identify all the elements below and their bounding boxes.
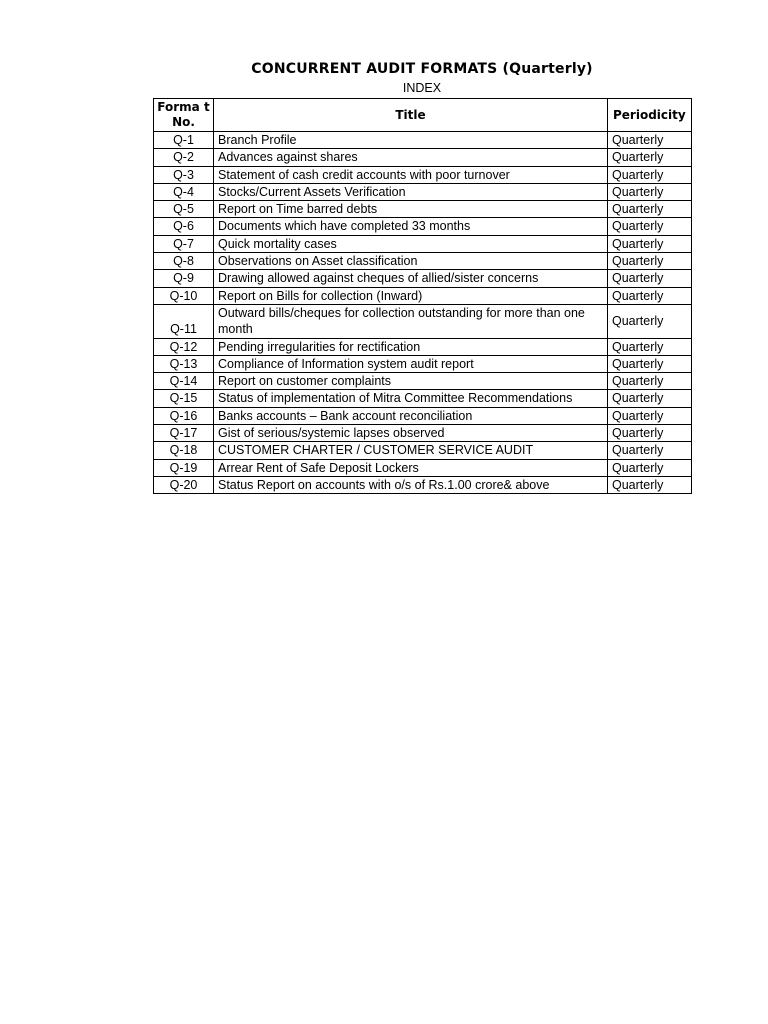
periodicity-cell: Quarterly [608,373,692,390]
periodicity-cell: Quarterly [608,407,692,424]
title-cell: Arrear Rent of Safe Deposit Lockers [214,459,608,476]
table-row [154,183,692,200]
periodicity-cell: Quarterly [608,132,692,149]
format-no-cell: Q-4 [154,183,214,200]
title-cell: Gist of serious/systemic lapses observed [214,425,608,442]
table-row [154,390,692,407]
periodicity-cell: Quarterly [608,270,692,287]
format-no-cell: Q-14 [154,373,214,390]
page-title: CONCURRENT AUDIT FORMATS (Quarterly) [251,61,593,77]
format-no-cell: Q-9 [154,270,214,287]
table-row [154,304,692,338]
periodicity-cell: Quarterly [608,476,692,493]
periodicity-cell: Quarterly [608,338,692,355]
title-cell: Status of implementation of Mitra Committee Recommendations [214,390,608,407]
title-cell: Documents which have completed 33 months [214,218,608,235]
format-no-cell: Q-17 [154,425,214,442]
format-no-cell: Q-7 [154,235,214,252]
title-cell: Observations on Asset classification [214,253,608,270]
periodicity-cell: Quarterly [608,235,692,252]
periodicity-cell: Quarterly [608,442,692,459]
periodicity-cell: Quarterly [608,253,692,270]
periodicity-cell: Quarterly [608,390,692,407]
format-no-cell: Q-20 [154,476,214,493]
table-row [154,442,692,459]
table-row [154,476,692,493]
format-no-cell: Q-10 [154,287,214,304]
table-row [154,201,692,218]
index-table [153,98,692,494]
title-cell: Report on Bills for collection (Inward) [214,287,608,304]
table-row [154,218,692,235]
title-cell: Advances against shares [214,149,608,166]
format-no-cell: Q-11 [154,304,214,338]
table-row [154,425,692,442]
periodicity-cell: Quarterly [608,459,692,476]
table-header-row [154,99,692,132]
table-row [154,253,692,270]
format-no-cell: Q-5 [154,201,214,218]
title-cell: Quick mortality cases [214,235,608,252]
title-cell: Report on Time barred debts [214,201,608,218]
title-cell: CUSTOMER CHARTER / CUSTOMER SERVICE AUDIT [214,442,608,459]
periodicity-cell: Quarterly [608,166,692,183]
title-cell: Report on customer complaints [214,373,608,390]
table-row [154,373,692,390]
periodicity-cell: Quarterly [608,425,692,442]
page-subtitle: INDEX [402,81,442,95]
periodicity-cell: Quarterly [608,218,692,235]
format-no-cell: Q-13 [154,355,214,372]
format-no-cell: Q-3 [154,166,214,183]
table-row [154,132,692,149]
format-no-cell: Q-18 [154,442,214,459]
table-row [154,166,692,183]
title-cell: Banks accounts – Bank account reconciliation [214,407,608,424]
header-title: Title [214,99,608,132]
periodicity-cell: Quarterly [608,183,692,200]
table-row [154,338,692,355]
header-format-no: Forma t No. [154,99,214,132]
format-no-cell: Q-1 [154,132,214,149]
title-cell: Stocks/Current Assets Verification [214,183,608,200]
table-row [154,235,692,252]
format-no-cell: Q-8 [154,253,214,270]
format-no-cell: Q-12 [154,338,214,355]
table-row [154,407,692,424]
title-cell: Branch Profile [214,132,608,149]
format-no-cell: Q-19 [154,459,214,476]
format-no-cell: Q-16 [154,407,214,424]
table-row [154,459,692,476]
table-row [154,287,692,304]
format-no-cell: Q-15 [154,390,214,407]
table-row [154,149,692,166]
header-periodicity: Periodicity [608,99,692,132]
title-cell: Drawing allowed against cheques of allied/sister concerns [214,270,608,287]
periodicity-cell: Quarterly [608,287,692,304]
table-row [154,270,692,287]
periodicity-cell: Quarterly [608,201,692,218]
format-no-cell: Q-6 [154,218,214,235]
title-cell: Statement of cash credit accounts with poor turnover [214,166,608,183]
title-cell: Outward bills/cheques for collection outstanding for more than one month [214,304,608,338]
periodicity-cell: Quarterly [608,149,692,166]
title-cell: Compliance of Information system audit report [214,355,608,372]
title-cell: Pending irregularities for rectification [214,338,608,355]
periodicity-cell: Quarterly [608,304,692,338]
table-row [154,355,692,372]
periodicity-cell: Quarterly [608,355,692,372]
title-cell: Status Report on accounts with o/s of Rs.1.00 crore& above [214,476,608,493]
format-no-cell: Q-2 [154,149,214,166]
